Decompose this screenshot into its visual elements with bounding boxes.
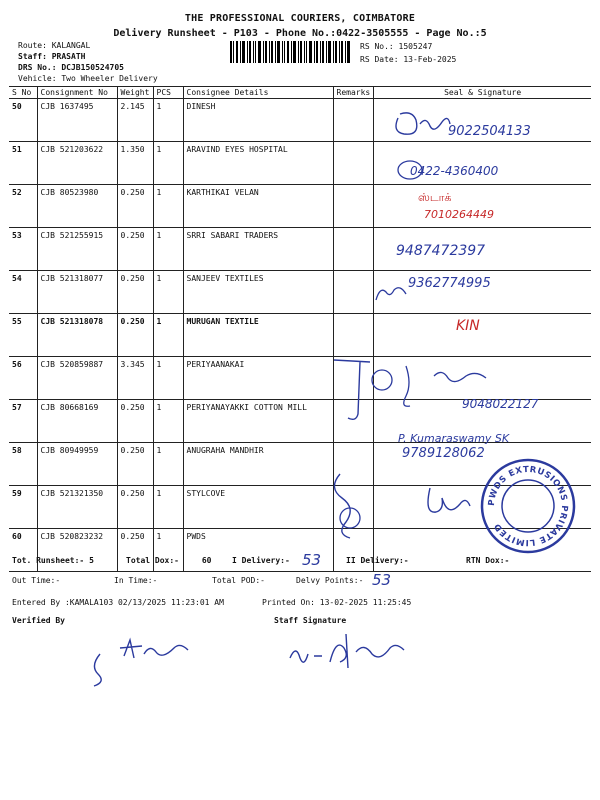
- signature-row59-60: [326, 468, 476, 548]
- rs-date-line: [360, 53, 456, 66]
- i-delivery-value: 53: [302, 551, 322, 569]
- vehicle-line: [18, 73, 158, 84]
- cell-weight: 0.250: [117, 314, 153, 357]
- tot-runsheet-label: Tot. Runsheet:-: [12, 556, 85, 565]
- cell-consignee: MURUGAN TEXTILE: [183, 314, 333, 357]
- col-remarks: Remarks: [333, 87, 374, 99]
- drs-label: DRS No.:: [18, 63, 57, 72]
- cell-consignee: STYLCOVE: [183, 486, 333, 529]
- cell-pcs: 1: [153, 400, 183, 443]
- table-row: [9, 185, 591, 228]
- cell-sno: 57: [9, 400, 37, 443]
- cell-signature: [374, 185, 591, 228]
- cell-pcs: 1: [153, 529, 183, 572]
- cell-consignment: CJB 521321350: [37, 486, 117, 529]
- cell-weight: 0.250: [117, 185, 153, 228]
- route-value: KALANGAL: [51, 41, 91, 50]
- cell-sno: 52: [9, 185, 37, 228]
- cell-sno: 58: [9, 443, 37, 486]
- cell-pcs: 1: [153, 357, 183, 400]
- cell-consignment: CJB 521318078: [37, 314, 117, 357]
- mark-row55: KIN: [456, 318, 480, 334]
- cell-signature: [374, 314, 591, 357]
- cell-consignment: CJB 80523980: [37, 185, 117, 228]
- tamil-row52: ஸ்டாக்: [418, 191, 452, 204]
- phone-row54: 9362774995: [408, 276, 491, 291]
- total-dox-value: 60: [201, 556, 212, 565]
- cell-consignee: DINESH: [183, 99, 333, 142]
- out-time-label: Out Time:-: [12, 576, 61, 585]
- cell-sno: 51: [9, 142, 37, 185]
- cell-weight: 0.250: [117, 443, 153, 486]
- route-line: [18, 40, 90, 51]
- cell-consignee: PERIYAANAKAI: [183, 357, 333, 400]
- table-row: [9, 357, 591, 400]
- cell-pcs: 1: [153, 486, 183, 529]
- tot-runsheet-value: 5: [89, 556, 94, 565]
- drs-value: DCJB150524705: [61, 63, 124, 72]
- cell-remarks: [333, 142, 374, 185]
- cell-consignee: SANJEEV TEXTILES: [183, 271, 333, 314]
- cell-remarks: [333, 228, 374, 271]
- col-consignee: Consignee Details: [183, 87, 333, 99]
- in-time-label: In Time:-: [114, 576, 158, 585]
- in-time: [114, 576, 157, 585]
- cell-consignment: CJB 520823232: [37, 529, 117, 572]
- phone-row50: 9022504133: [448, 124, 531, 139]
- cell-consignment: CJB 1637495: [37, 99, 117, 142]
- cell-weight: 2.145: [117, 99, 153, 142]
- cell-consignment: CJB 521203622: [37, 142, 117, 185]
- cell-sno: 54: [9, 271, 37, 314]
- cell-consignment: CJB 521318077: [37, 271, 117, 314]
- cell-remarks: [333, 185, 374, 228]
- i-delivery: [232, 556, 290, 565]
- company-title: THE PROFESSIONAL COURIERS, COIMBATORE: [184, 13, 416, 24]
- verified-signature: [84, 632, 194, 688]
- entered-by: Entered By :KAMALA103 02/13/2025 11:23:01 AM: [12, 598, 224, 607]
- i-delivery-label: I Delivery:-: [232, 556, 290, 565]
- cell-remarks: [333, 314, 374, 357]
- table-row: [9, 142, 591, 185]
- cell-consignment: CJB 80668169: [37, 400, 117, 443]
- rs-date-value: 13-Feb-2025: [403, 55, 457, 64]
- cell-pcs: 1: [153, 314, 183, 357]
- cell-pcs: 1: [153, 443, 183, 486]
- cell-consignment: CJB 520859887: [37, 357, 117, 400]
- tot-runsheet: [12, 556, 94, 565]
- signature-row56-57: [330, 356, 500, 426]
- printed-on: Printed On: 13-02-2025 11:25:45: [262, 598, 412, 607]
- rs-no-line: [360, 40, 456, 53]
- total-pod-label: Total POD:-: [212, 576, 265, 585]
- cell-weight: 0.250: [117, 228, 153, 271]
- cell-pcs: 1: [153, 271, 183, 314]
- stamp-text: PWDS EXTRUSIONS PRIVATE LIMITED: [486, 464, 570, 548]
- staff-label: Staff:: [18, 52, 47, 61]
- table-header-row: [9, 87, 591, 99]
- company-stamp: [480, 458, 576, 554]
- phone-row51: 0422-4360400: [410, 164, 499, 178]
- phone-row58: 9789128062: [402, 446, 485, 461]
- name-row58: P. Kumaraswamy SK: [398, 432, 510, 445]
- cell-weight: 0.250: [117, 486, 153, 529]
- cell-weight: 0.250: [117, 400, 153, 443]
- phone-row52: 7010264449: [424, 208, 494, 221]
- rtn-dox: [466, 556, 509, 565]
- cell-weight: 0.250: [117, 529, 153, 572]
- barcode: [230, 41, 350, 63]
- delvy-points-label: Delvy Points:-: [296, 576, 364, 585]
- verified-by: Verified By: [12, 616, 65, 625]
- cell-sno: 59: [9, 486, 37, 529]
- cell-consignee: PERIYANAYAKKI COTTON MILL: [183, 400, 333, 443]
- col-signature: Seal & Signature: [374, 87, 591, 99]
- phone-row53: 9487472397: [396, 243, 486, 259]
- delvy-points: [296, 576, 363, 585]
- total-dox: [126, 556, 211, 565]
- route-label: Route:: [18, 41, 47, 50]
- rs-block: [360, 40, 456, 66]
- rs-no-value: 1505247: [398, 42, 433, 51]
- cell-pcs: 1: [153, 228, 183, 271]
- cell-consignee: ARAVIND EYES HOSPITAL: [183, 142, 333, 185]
- vehicle-label: Vehicle:: [18, 74, 57, 83]
- cell-consignment: CJB 80949959: [37, 443, 117, 486]
- drs-line: [18, 62, 124, 73]
- ii-delivery: [346, 556, 409, 565]
- rs-no-label: RS No.:: [360, 42, 394, 51]
- staff-signature: [286, 628, 416, 678]
- cell-consignee: ANUGRAHA MANDHIR: [183, 443, 333, 486]
- cell-sno: 53: [9, 228, 37, 271]
- cell-consignee: KARTHIKAI VELAN: [183, 185, 333, 228]
- delvy-points-value: 53: [372, 571, 392, 589]
- table-row: [9, 271, 591, 314]
- phone-row57: 9048022127: [462, 397, 539, 411]
- total-dox-label: Total Dox:-: [126, 556, 179, 565]
- cell-weight: 3.345: [117, 357, 153, 400]
- col-pcs: PCS: [153, 87, 183, 99]
- staff-line: [18, 51, 85, 62]
- cell-pcs: 1: [153, 99, 183, 142]
- total-pod: [212, 576, 265, 585]
- cell-consignee: SRRI SABARI TRADERS: [183, 228, 333, 271]
- rs-date-label: RS Date:: [360, 55, 399, 64]
- col-sno: S No: [9, 87, 37, 99]
- out-time: [12, 576, 60, 585]
- cell-pcs: 1: [153, 185, 183, 228]
- cell-sno: 56: [9, 357, 37, 400]
- runsheet-subtitle: Delivery Runsheet - P103 - Phone No.:0422-3505555 - Page No.:5: [113, 28, 487, 39]
- cell-consignment: CJB 521255915: [37, 228, 117, 271]
- cell-remarks: [333, 99, 374, 142]
- table-row: [9, 228, 591, 271]
- cell-sno: 60: [9, 529, 37, 572]
- svg-text:PWDS EXTRUSIONS PRIVATE LIMITE: [487, 465, 569, 547]
- signature-row54-scribble: [372, 282, 412, 304]
- vehicle-value: Two Wheeler Delivery: [61, 74, 158, 83]
- table-row: [9, 314, 591, 357]
- cell-weight: 0.250: [117, 271, 153, 314]
- cell-sno: 55: [9, 314, 37, 357]
- rtn-dox-label: RTN Dox:-: [466, 556, 510, 565]
- ii-delivery-label: II Delivery:-: [346, 556, 409, 565]
- cell-sno: 50: [9, 99, 37, 142]
- staff-signature-label: Staff Signature: [274, 616, 347, 625]
- cell-remarks: [333, 271, 374, 314]
- cell-consignee: PWDS: [183, 529, 333, 572]
- cell-weight: 1.350: [117, 142, 153, 185]
- col-weight: Weight: [117, 87, 153, 99]
- staff-value: PRASATH: [51, 52, 86, 61]
- col-consignment: Consignment No: [37, 87, 117, 99]
- cell-pcs: 1: [153, 142, 183, 185]
